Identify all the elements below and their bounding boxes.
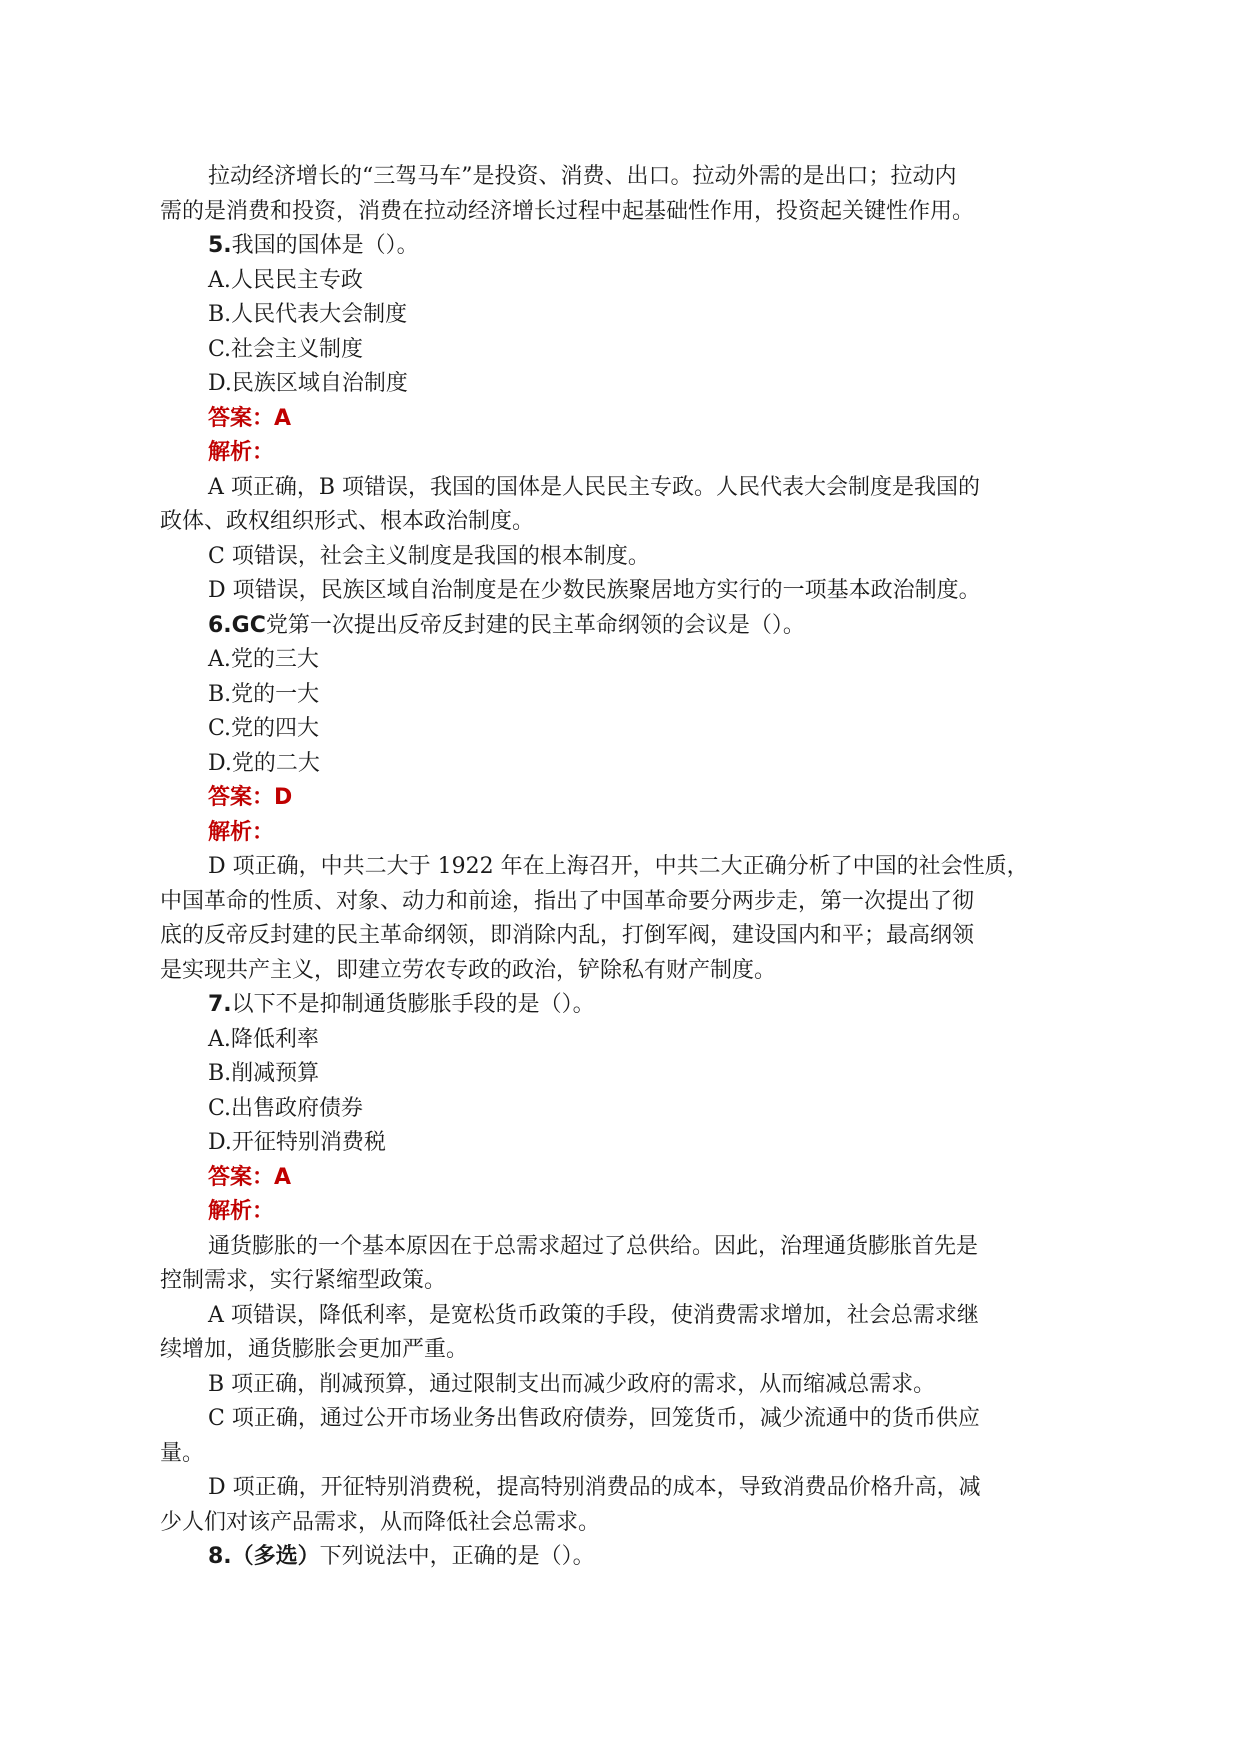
answer-label: 答案：D: [208, 785, 293, 810]
analysis-paragraph-cont: 中国革命的性质、对象、动力和前途，指出了中国革命要分两步走，第一次提出了彻: [160, 888, 975, 914]
analysis-label: 解析：: [208, 819, 275, 845]
option-b: B.人民代表大会制度: [208, 302, 408, 327]
analysis-paragraph: A 项错误，降低利率，是宽松货币政策的手段，使消费需求增加，社会总需求继: [208, 1302, 979, 1328]
option-a: A.党的三大: [208, 647, 319, 672]
question-7: [160, 988, 1090, 1023]
intro-line-2: 需的是消费和投资，消费在拉动经济增长过程中起基础性作用，投资起关键性作用。: [160, 198, 975, 224]
option-a: A.人民民主专政: [208, 267, 363, 293]
option-c: C.党的四大: [208, 716, 320, 741]
analysis-paragraph: 通货膨胀的一个基本原因在于总需求超过了总供给。因此，治理通货膨胀首先是: [208, 1233, 979, 1259]
analysis-paragraph: D 项正确，中共二大于 1922 年在上海召开，中共二大正确分析了中国的社会性质，: [208, 854, 1029, 879]
analysis-paragraph-cont: 是实现共产主义，即建立劳农专政的政治，铲除私有财产制度。: [160, 957, 777, 983]
intro-line-1: 拉动经济增长的“三驾马车”是投资、消费、出口。拉动外需的是出口；拉动内: [208, 164, 957, 189]
option-d: D.民族区域自治制度: [208, 371, 408, 396]
analysis-paragraph: A 项正确，B 项错误，我国的国体是人民民主专政。人民代表大会制度是我国的: [208, 474, 981, 500]
analysis-paragraph: D 项正确，开征特别消费税，提高特别消费品的成本，导致消费品价格升高，减: [208, 1475, 981, 1500]
question-stem: 我国的国体是（）。: [231, 233, 419, 258]
question-number: 5.: [208, 233, 232, 258]
option-b: B.削减预算: [208, 1061, 320, 1086]
question-number: 8.（多选）: [208, 1544, 320, 1569]
question-number: 6.GC: [208, 612, 266, 638]
analysis-paragraph-cont: 量。: [160, 1440, 205, 1466]
analysis-label: 解析：: [208, 1199, 275, 1224]
analysis-paragraph-cont: 续增加，通货膨胀会更加严重。: [160, 1337, 469, 1362]
question-stem: 党第一次提出反帝反封建的民主革命纲领的会议是（）。: [265, 612, 805, 638]
analysis-paragraph-cont: 底的反帝反封建的民主革命纲领，即消除内乱，打倒军阀，建设国内和平；最高纲领: [160, 923, 975, 948]
analysis-paragraph-cont: 少人们对该产品需求，从而降低社会总需求。: [160, 1509, 601, 1535]
analysis-paragraph: D 项错误，民族区域自治制度是在少数民族聚居地方实行的一项基本政治制度。: [208, 578, 981, 603]
option-c: C.出售政府债券: [208, 1095, 364, 1121]
question-6: [160, 609, 1090, 644]
analysis-paragraph-cont: 政体、政权组织形式、根本政治制度。: [160, 509, 535, 534]
analysis-paragraph: C 项正确，通过公开市场业务出售政府债券，回笼货币，减少流通中的货币供应: [208, 1406, 980, 1431]
answer-label: 答案：A: [208, 405, 292, 431]
option-b: B.党的一大: [208, 681, 320, 707]
option-d: D.党的二大: [208, 750, 320, 776]
analysis-paragraph: C 项错误，社会主义制度是我国的根本制度。: [208, 543, 650, 569]
option-a: A.降低利率: [208, 1026, 319, 1052]
answer-label: 答案：A: [208, 1164, 292, 1190]
option-c: C.社会主义制度: [208, 336, 364, 362]
analysis-paragraph: B 项正确，削减预算，通过限制支出而减少政府的需求，从而缩减总需求。: [208, 1371, 936, 1397]
analysis-label: 解析：: [208, 440, 275, 465]
question-stem: 下列说法中，正确的是（）。: [319, 1544, 595, 1569]
document-page: [160, 160, 1090, 1575]
option-d: D.开征特别消费税: [208, 1130, 386, 1155]
question-stem: 以下不是抑制通货膨胀手段的是（）。: [231, 992, 595, 1017]
question-8: [160, 1540, 1090, 1575]
question-number: 7.: [208, 992, 232, 1017]
analysis-paragraph-cont: 控制需求，实行紧缩型政策。: [160, 1268, 447, 1293]
question-5: [160, 229, 1090, 264]
